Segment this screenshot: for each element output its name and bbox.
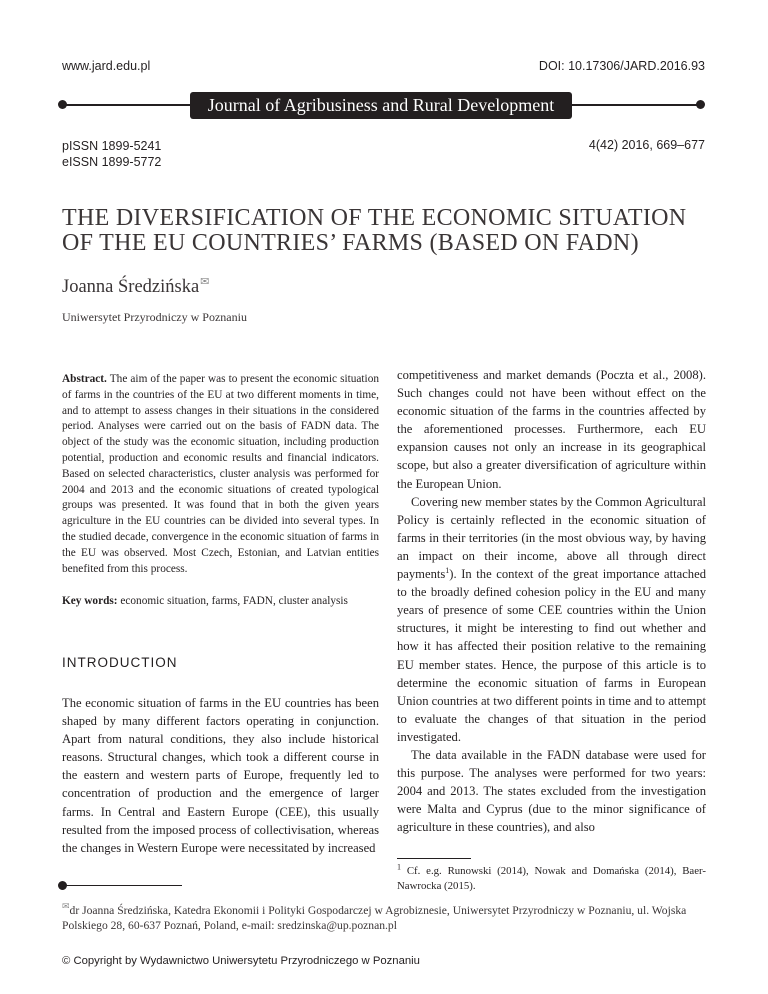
envelope-icon: ✉: [200, 276, 210, 288]
right-dot-ornament: [696, 100, 705, 109]
footnote-rule: [397, 858, 471, 859]
journal-title: Journal of Agribusiness and Rural Development: [207, 95, 555, 115]
abstract: [62, 372, 379, 577]
footnote-text: Cf. e.g. Runowski (2014), Nowak and Domańska (2014), Baer-Nawrocka (2015).: [397, 865, 706, 892]
keywords: [62, 594, 379, 610]
keywords-text: economic situation, farms, FADN, cluster analysis: [120, 595, 348, 607]
introduction-body: [62, 694, 379, 857]
article-title: [62, 206, 722, 256]
copyright: © Copyright by Wydawnictwo Uniwersytetu Przyrodniczego w Poznaniu: [62, 955, 420, 967]
right-rule: [570, 104, 700, 106]
correspondence: [62, 899, 707, 933]
doi: DOI: 10.17306/JARD.2016.93: [538, 59, 705, 73]
issue-pages: 4(42) 2016, 669–677: [588, 138, 705, 152]
correspondence-text: dr Joanna Średzińska, Katedra Ekonomii i Polityki Gospodarczej w Agrobiznesie, Uniwersytet Przyrodniczy w Poznaniu, ul. Wojska Polskiego 28, 60-637 Poznań, Poland, e-mail: sredzinska@up.poznan.pl: [62, 903, 687, 932]
author-name: Joanna Średzińska: [62, 277, 200, 298]
title-line-2: OF THE EU COUNTRIES’ FARMS (BASED ON FADN): [62, 230, 639, 256]
affiliation: Uniwersytet Przyrodniczy w Poznaniu: [62, 310, 247, 324]
correspondence-envelope-icon: ✉: [62, 901, 70, 911]
section-heading-introduction: INTRODUCTION: [62, 655, 178, 670]
right-paragraph-2-b: ). In the context of the great importance attached to the broadly defined cohesion policy in the EU and many years of presence of some CEE countries within the Union structures, it might be interesting to find out whether and how it has affected their position relative to the remaining EU member states. Hence, the purpose of this article is to determine the economic situation of farms in European Union countries at two different points in time and to attempt to evaluate the changes of that situation in the period investigated.: [397, 567, 706, 744]
issn-block: [62, 138, 161, 170]
footnote-number: 1: [397, 862, 401, 872]
journal-website[interactable]: www.jard.edu.pl: [62, 59, 151, 73]
footnote: [397, 864, 706, 893]
title-line-1: THE DIVERSIFICATION OF THE ECONOMIC SITUATION: [62, 205, 687, 231]
right-paragraph-2: [397, 493, 706, 746]
pissn: pISSN 1899-5241: [62, 139, 162, 153]
intro-paragraph-1: The economic situation of farms in the EU countries has been shaped by many different factors operating in conjunction. Apart from natural conditions, they also include historical reasons. Structural changes, which took a different course in the eastern and western parts of Europe, frequently led to concentration of production and the emergence of larger farms. In Central and Eastern Europe (CEE), this usually resulted from the imposed process of collectivisation, whereas the changes in Western Europe were necessitated by increased: [62, 696, 379, 855]
footnote-ref-1[interactable]: 1: [445, 565, 450, 575]
journal-banner: [190, 92, 572, 119]
eissn: eISSN 1899-5772: [62, 155, 162, 169]
keywords-label: Key words:: [62, 595, 118, 607]
left-rule: [62, 104, 192, 106]
right-paragraph-3: The data available in the FADN database were used for this purpose. The analyses were performed for two years: 2004 and 2013. The states excluded from the investigation were Malta and Cyprus (due to the minor significance of agriculture in these countries), and also: [397, 747, 706, 835]
right-column: [397, 366, 706, 836]
author: [62, 275, 209, 298]
right-paragraph-2-a: Covering new member states by the Common Agricultural Policy is certainly reflected in the economic situation of farms in their territories (in the most obvious way, by having an impact on their income, above all through direct payments: [397, 494, 706, 582]
abstract-label: Abstract.: [62, 373, 107, 385]
abstract-text: The aim of the paper was to present the economic situation of farms in the countries of the EU at two different moments in time, and to attempt to assess changes in their situations in the considered period. Analyses were carried out on the basis of FADN data. The object of the study was the economic situation, including production potential, production and economic results and financial indicators. Based on selected characteristics, cluster analysis was performed for 2004 and 2013 and the economic situations of created typological groups was presented. It was found that in both the given years agriculture in the EU countries can be divided into several types. In the studied decade, convergence in the economic situation of farms in the EU was observed. Most Czech, Estonian, and Latvian entities benefited from this process.: [62, 373, 379, 575]
bottom-rule: [62, 885, 182, 886]
right-paragraph-1: competitiveness and market demands (Poczta et al., 2008). Such changes could not have been without effect on the economic situation of the farms in the countries affected by the aforementioned processes. Furthermore, each EU expansion causes not only an increase in its geographical scope, but also a greater diversification of agriculture within the European Union.: [397, 368, 706, 491]
